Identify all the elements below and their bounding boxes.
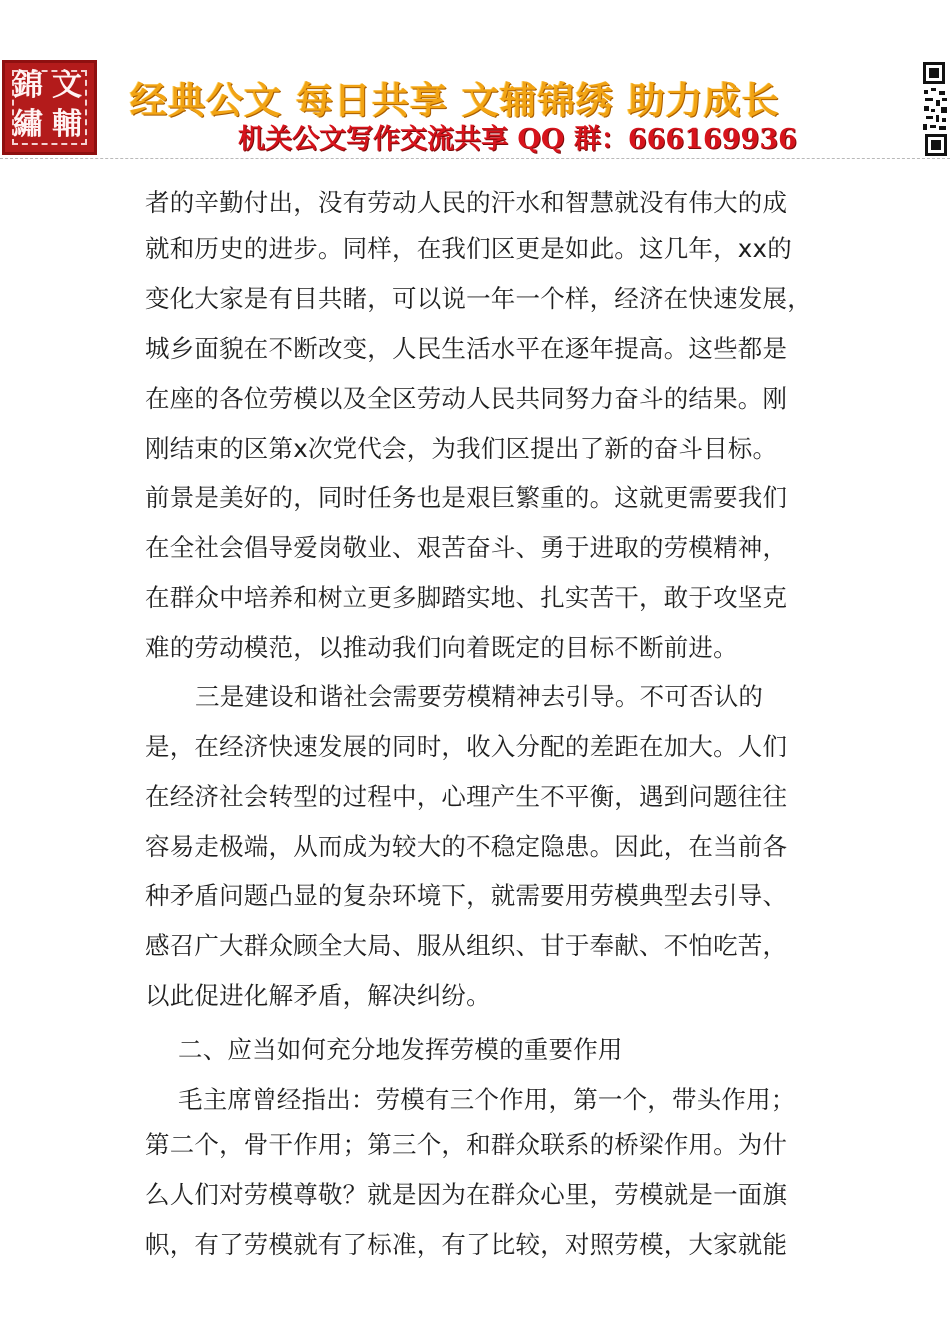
paragraph-line: 毛主席曾经指出：劳模有三个作用，第一个，带头作用； xyxy=(178,1085,796,1114)
paragraph-line: 在群众中培养和树立更多脚踏实地、扎实苦干，敢于攻坚克 xyxy=(145,583,788,612)
paragraph-line: 在座的各位劳模以及全区劳动人民共同努力奋斗的结果。刚 xyxy=(145,384,788,413)
paragraph-line: 么人们对劳模尊敬？就是因为在群众心里，劳模就是一面旗 xyxy=(145,1180,788,1209)
section-heading: 二、应当如何充分地发挥劳模的重要作用 xyxy=(178,1035,623,1064)
paragraph-line: 刚结束的区第x次党代会，为我们区提出了新的奋斗目标。 xyxy=(145,434,778,463)
paragraph-line: 帜，有了劳模就有了标准，有了比较，对照劳模，大家就能 xyxy=(145,1230,788,1259)
paragraph-line: 前景是美好的，同时任务也是艰巨繁重的。这就更需要我们 xyxy=(145,483,788,512)
seal-char: 輔 xyxy=(52,107,82,142)
paragraph-line: 容易走极端，从而成为较大的不稳定隐患。因此，在当前各 xyxy=(145,832,788,861)
seal-char: 繡 xyxy=(13,107,43,142)
paragraph-line: 三是建设和谐社会需要劳模精神去引导。不可否认的 xyxy=(195,682,764,711)
paragraph-line: 者的辛勤付出，没有劳动人民的汗水和智慧就没有伟大的成 xyxy=(145,188,788,217)
paragraph-line: 以此促进化解矛盾，解决纠纷。 xyxy=(145,981,491,1010)
paragraph-line: 城乡面貌在不断改变，人民生活水平在逐年提高。这些都是 xyxy=(145,334,788,363)
seal-char: 文 xyxy=(52,68,82,103)
paragraph-line: 是，在经济快速发展的同时，收入分配的差距在加大。人们 xyxy=(145,732,788,761)
seal-char: 錦 xyxy=(13,68,43,103)
paragraph-line: 就和历史的进步。同样，在我们区更是如此。这几年，xx的 xyxy=(145,234,792,263)
header-qq-group: 机关公文写作交流共享 QQ 群：666169936 xyxy=(238,124,797,155)
paragraph-line: 感召广大群众顾全大局、服从组织、甘于奉献、不怕吃苦， xyxy=(145,931,788,960)
paragraph-line: 难的劳动模范，以推动我们向着既定的目标不断前进。 xyxy=(145,633,738,662)
paragraph-line: 在全社会倡导爱岗敬业、艰苦奋斗、勇于进取的劳模精神， xyxy=(145,533,788,562)
paragraph-line: 种矛盾问题凸显的复杂环境下，就需要用劳模典型去引导、 xyxy=(145,881,788,910)
paragraph-line: 第二个，骨干作用；第三个，和群众联系的桥梁作用。为什 xyxy=(145,1130,788,1159)
header-slogan: 经典公文 每日共享 文辅锦绣 助力成长 xyxy=(130,79,780,122)
paragraph-line: 变化大家是有目共睹，可以说一年一个样，经济在快速发展， xyxy=(145,284,812,313)
paragraph-line: 在经济社会转型的过程中，心理产生不平衡，遇到问题往往 xyxy=(145,782,788,811)
